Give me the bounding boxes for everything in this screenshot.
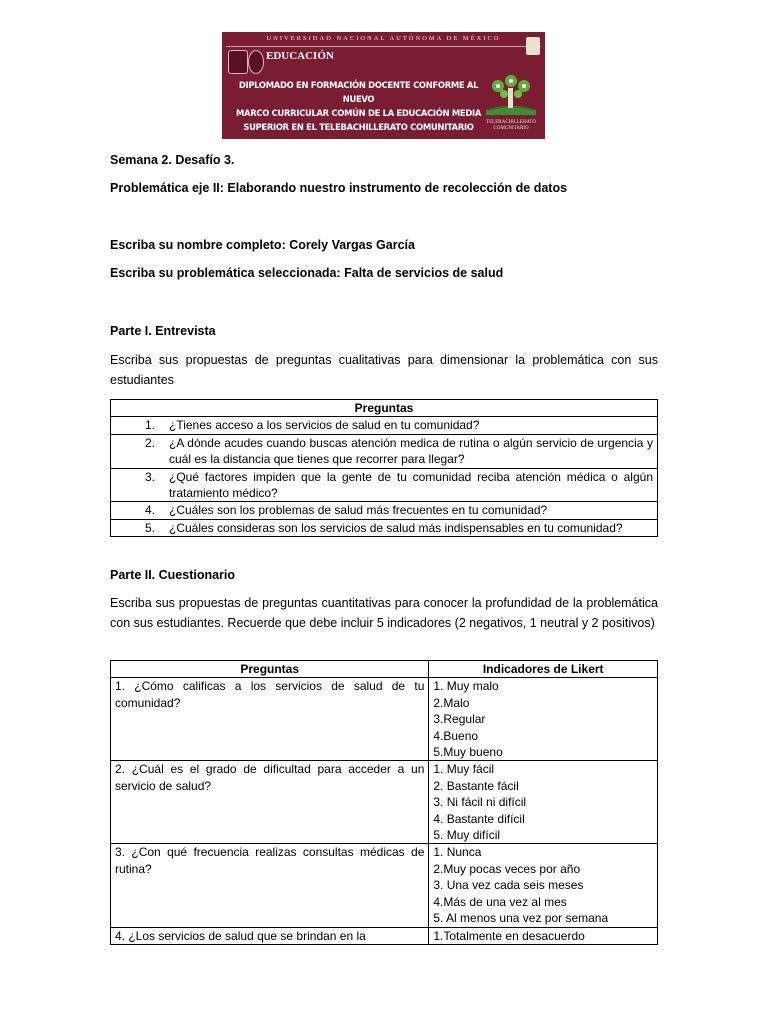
question-text: 4. ¿Los servicios de salud que se brindan en la (111, 927, 429, 944)
problem-axis: Problemática eje II: Elaborando nuestro instrumento de recolección de datos (110, 181, 568, 195)
question-text: ¿Qué factores impiden que la gente de tu comunidad reciba atención médica o algún tratamiento médico? (165, 468, 658, 502)
part1-instructions: Escriba sus propuestas de preguntas cualitativas para dimensionar la problemática con sus estudiantes (110, 353, 658, 387)
likert-option: 5. Muy difícil (433, 828, 501, 843)
table-row (111, 434, 658, 468)
telebachillerato-logo-text: TELEBACHILLERATO COMUNITARIO (486, 120, 536, 131)
likert-option: 1. Nunca (433, 845, 482, 860)
week-label: Semana 2. Desafío 3. (110, 153, 235, 167)
part2-instructions: Escriba sus propuestas de preguntas cuantitativas para conocer la profundidad de la problemática con sus estudiantes. Recuerde que debe incluir 5 indicadores (2 negativos, 1 neutral y 2 positivos) (110, 596, 658, 630)
question-text: 1. ¿Cómo calificas a los servicios de salud de tu comunidad? (111, 678, 429, 761)
table-header-row (111, 661, 658, 678)
diploma-title (236, 78, 481, 134)
table-row (111, 761, 658, 844)
likert-option: 3. Ni fácil ni difícil (433, 795, 527, 810)
likert-column-header: Indicadores de Likert (429, 661, 658, 678)
diploma-title-line: DIPLOMADO EN FORMACIÓN DOCENTE CONFORME AL NUEVO (238, 80, 479, 104)
likert-options (429, 927, 658, 944)
table-header: Preguntas (111, 400, 658, 417)
likert-option: 1. Muy fácil (433, 762, 495, 777)
likert-option: 5.Muy bueno (433, 745, 503, 760)
likert-option: 1. Muy malo (433, 679, 499, 694)
question-text: 3. ¿Con qué frecuencia realizas consultas médicas de rutina? (111, 844, 429, 927)
likert-option: 4. Bastante difícil (433, 811, 525, 826)
diploma-title-line: MARCO CURRICULAR COMÚN DE LA EDUCACIÓN MEDIA (236, 108, 481, 118)
questions-column-header: Preguntas (111, 661, 429, 678)
likert-option: 2. Bastante fácil (433, 778, 519, 793)
questionnaire-table (110, 660, 658, 945)
table-row (111, 417, 658, 434)
likert-option: 2.Muy pocas veces por año (433, 861, 581, 876)
coat-of-arms-icon (228, 50, 248, 74)
student-name: Escriba su nombre completo: Corely Vargas García (110, 238, 415, 252)
table-row (111, 502, 658, 519)
question-text: ¿Tienes acceso a los servicios de salud en tu comunidad? (165, 417, 658, 434)
university-name: UNIVERSIDAD NACIONAL AUTÓNOMA DE MÉXICO (266, 35, 501, 42)
likert-option: 2.Malo (433, 695, 470, 710)
table-header-row (111, 400, 658, 417)
part1-heading: Parte I. Entrevista (110, 324, 216, 338)
question-number: 4. (111, 502, 166, 519)
selected-problem: Escriba su problemática seleccionada: Falta de servicios de salud (110, 266, 504, 280)
table-row (111, 678, 658, 761)
header-banner (222, 32, 545, 139)
likert-option: 5. Al menos una vez por semana (433, 911, 609, 926)
diploma-title-line: SUPERIOR EN EL TELEBACHILLERATO COMUNITARIO (243, 122, 474, 132)
question-number: 1. (111, 417, 166, 434)
tree-logo-icon (484, 74, 538, 116)
question-text: ¿A dónde acudes cuando buscas atención medica de rutina o algún servicio de urgencia y cuál es la distancia que tienes que recorrer para llegar? (165, 434, 658, 468)
ministry-name: EDUCACIÓN (266, 50, 334, 62)
emblem-icon (526, 37, 540, 55)
likert-option: 4.Bueno (433, 728, 479, 743)
likert-option: 3.Regular (433, 712, 486, 727)
likert-option: 3. Una vez cada seis meses (433, 878, 584, 893)
part2-heading: Parte II. Cuestionario (110, 568, 236, 582)
question-number: 5. (111, 519, 166, 536)
likert-options (429, 761, 658, 844)
likert-option: 4.Más de una vez al mes (433, 894, 567, 909)
seal-icon (248, 50, 264, 74)
table-row (111, 844, 658, 927)
interview-questions-table (110, 399, 658, 537)
question-number: 3. (111, 468, 166, 502)
likert-options (429, 844, 658, 927)
table-row (111, 468, 658, 502)
question-text: ¿Cuáles consideras son los servicios de salud más indispensables en tu comunidad? (165, 519, 658, 536)
question-number: 2. (111, 434, 166, 468)
banner-divider (226, 46, 541, 47)
question-text: 2. ¿Cuál es el grado de dificultad para acceder a un servicio de salud? (111, 761, 429, 844)
likert-option: 1.Totalmente en desacuerdo (433, 928, 585, 943)
table-row (111, 927, 658, 944)
likert-options (429, 678, 658, 761)
question-text: ¿Cuáles son los problemas de salud más frecuentes en tu comunidad? (165, 502, 658, 519)
table-row (111, 519, 658, 536)
